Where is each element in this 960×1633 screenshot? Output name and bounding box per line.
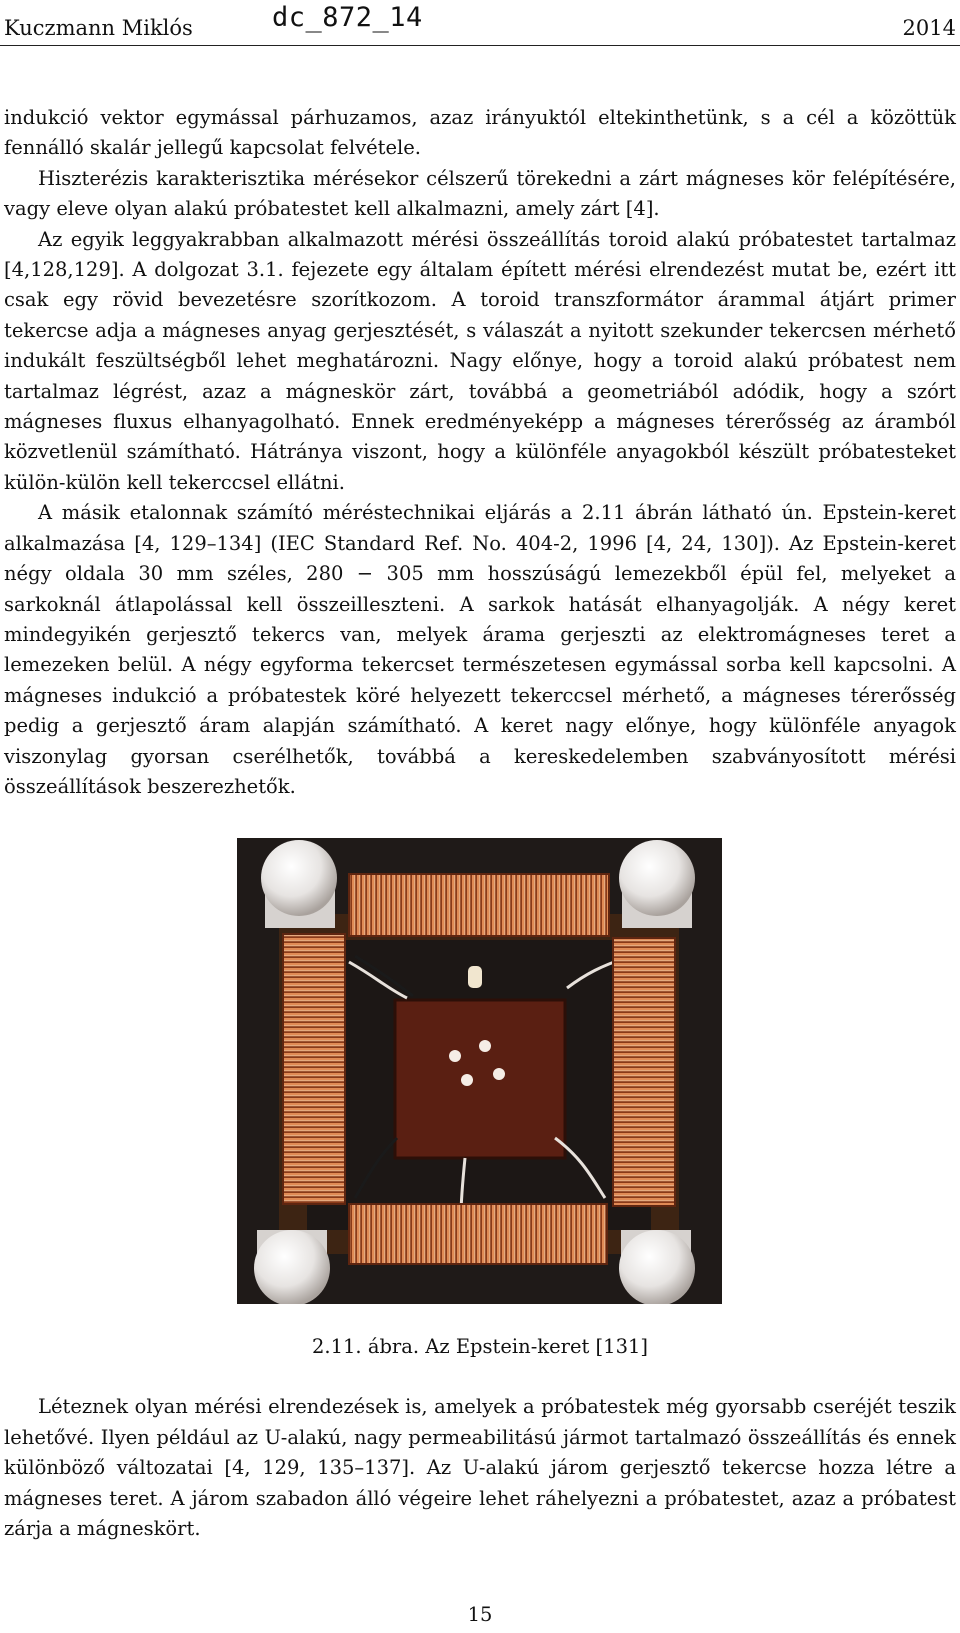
page-header	[0, 0, 960, 46]
page-number: 15	[467, 1603, 493, 1626]
paragraph: Léteznek olyan mérési elrendezések is, amelyek a próbatestek még gyorsabb cseréjét teszik lehetővé. Ilyen például az U-alakú, nagy permeabilitású jármot tartalmazó összeállítás és ennek különböző változatai [4, 129, 135–137]. Az U-alakú járom gerjesztő tekercse hozza létre a mágneses teret. A járom szabadon álló végeire lehet ráhelyezni a próbatestet, azaz a próbatest zárja a mágneskört.	[4, 1395, 956, 1541]
corner-puck	[261, 840, 337, 928]
header-author: Kuczmann Miklós	[4, 16, 193, 40]
header-document-id: dc_872_14	[272, 2, 423, 33]
paragraph: A másik etalonnak számító méréstechnikai eljárás a 2.11 ábrán látható ún. Epstein-keret alkalmazása [4, 129–134] (IEC Standard Ref. No. 404-2, 1996 [4, 24, 130]). Az Epstein-keret négy oldala 30 mm széles, 280 − 305 mm hosszúságú lemezekből épül fel, melyeket a sarkoknál átlapolással kell összeilleszteni. A sarkok hatását elhanyagolják. A négy keret mindegyikén gerjesztő tekercs van, melyek árama gerjeszti az elektromágneses teret a lemezeken belül. A négy egyforma tekercset természetesen egymással sorba kell kapcsolni. A mágneses indukció a próbatestek köré helyezett tekerccsel mérhető, a mágneses térerősség pedig a gerjesztő áram alapján számítható. A keret nagy előnye, hogy különféle anyagok viszonylag gyorsan cserélhetők, továbbá a kereskedelemben szabványosított mérési összeállítások beszerezhetők.	[4, 501, 956, 798]
corner-puck	[619, 840, 695, 928]
figure-caption: 2.11. ábra. Az Epstein-keret [131]	[312, 1335, 648, 1358]
paragraph: Hiszterézis karakterisztika mérésekor célszerű törekedni a zárt mágneses kör felépítésére, vagy eleve olyan alakú próbatestet kell alkalmazni, amely zárt [4].	[4, 166, 956, 221]
corner-puck	[619, 1230, 695, 1304]
main-text-continued	[4, 1392, 956, 1545]
paragraph: indukció vektor egymással párhuzamos, azaz irányuktól eltekinthetünk, s a cél a közöttük fennálló skalár jellegű kapcsolat felvétele.	[4, 106, 956, 160]
corner-puck	[254, 1230, 330, 1304]
header-year: 2014	[902, 16, 956, 40]
main-text	[4, 103, 956, 802]
paragraph: Az egyik leggyakrabban alkalmazott mérési összeállítás toroid alakú próbatestet tartalmaz [4,128,129]. A dolgozat 3.1. fejezete egy általam épített mérési elrendezést mutat be, ezért itt csak egy rövid bevezetésre szorítkozom. A toroid transzformátor árammal átjárt primer tekercse adja a mágneses anyag gerjesztését, s válaszát a nyitott szekunder tekercsen mérhető indukált feszültségből lehet meghatározni. Nagy előnye, hogy a toroid alakú próbatest nem tartalmaz légrést, azaz a mágneskör zárt, továbbá a geometriából adódik, hogy a szórt mágneses fluxus elhanyagolható. Ennek eredményeképp a mágneses térerősség az áramból közvetlenül számítható. Hátránya viszont, hogy a különféle anyagokból készült próbatesteket külön-külön kell tekerccsel ellátni.	[4, 227, 956, 494]
epstein-frame-photo	[237, 838, 722, 1304]
header-rule	[0, 45, 960, 46]
